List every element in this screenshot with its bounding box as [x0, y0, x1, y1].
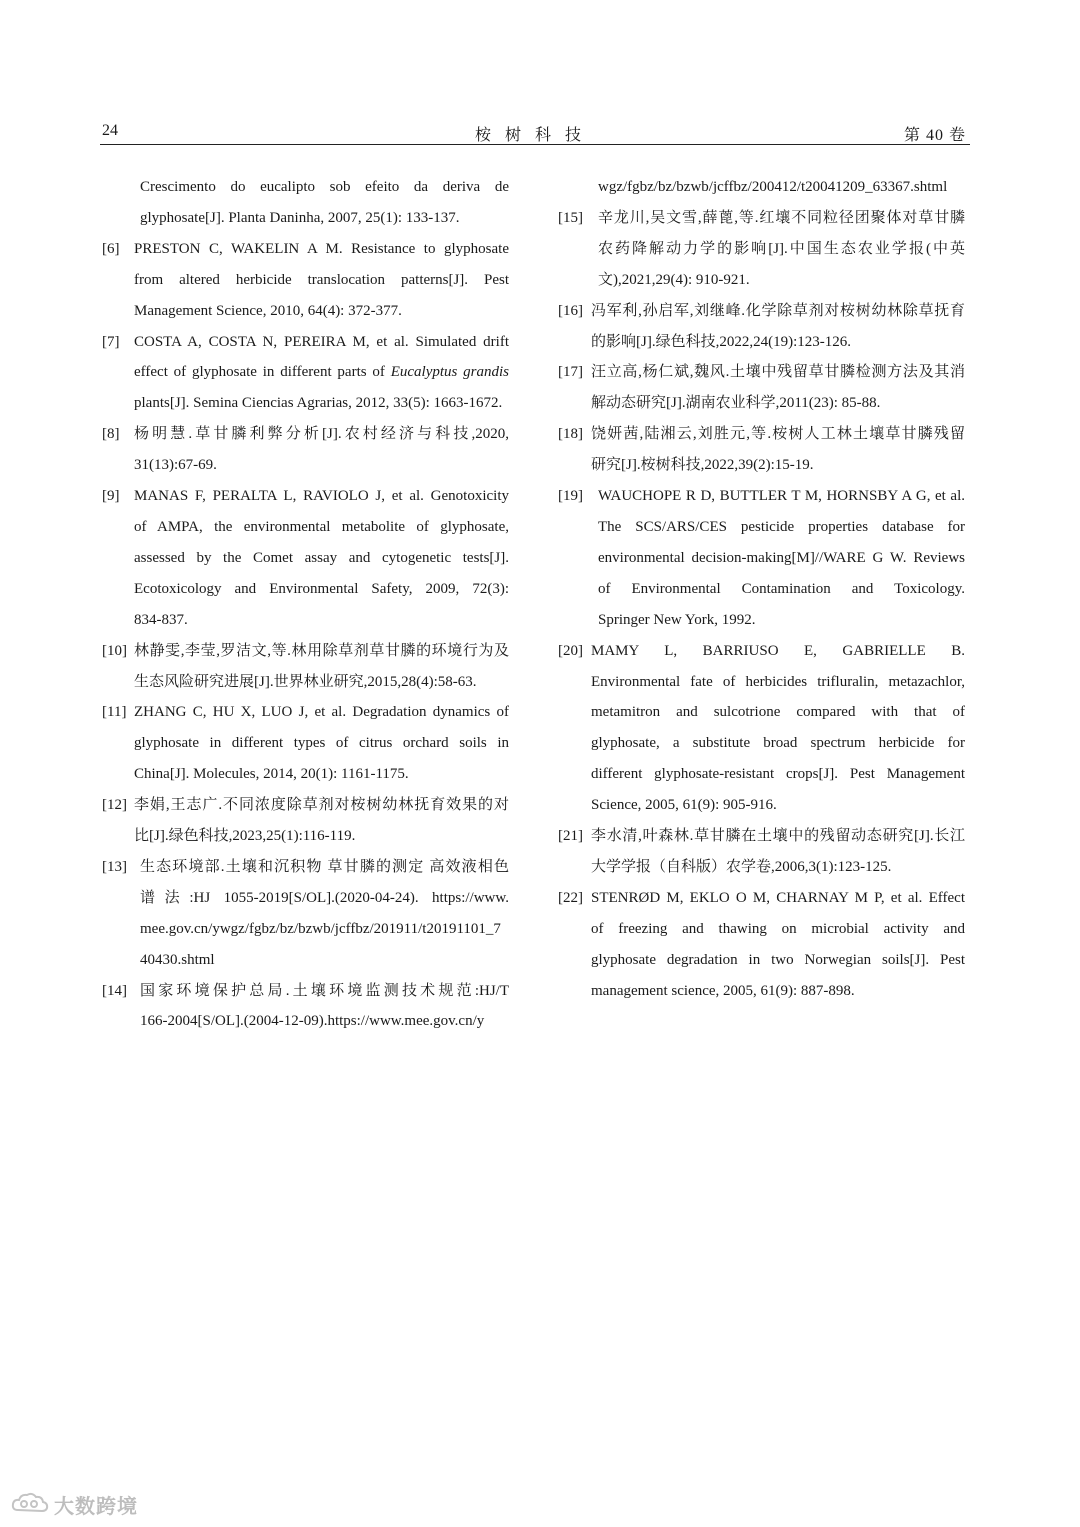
reference-text-line: 834-837. [134, 611, 188, 628]
reference-number: [6] [102, 240, 120, 257]
reference-text-line: ZHANG C, HU X, LUO J, et al. Degradation dynamics of [134, 704, 509, 721]
reference-text-line: Crescimento do eucalipto sob efeito da deriva de [140, 179, 509, 195]
reference-text-line: 文),2021,29(4): 910-921. [598, 271, 750, 288]
reference-number: [14] [102, 982, 127, 999]
reference-text-line: The SCS/ARS/CES pesticide properties database for [598, 518, 965, 535]
reference-text-line: 冯军利,孙启军,刘继峰.化学除草剂对桉树幼林除草抚育 [591, 302, 965, 319]
reference-text-line: WAUCHOPE R D, BUTTLER T M, HORNSBY A G, et al. [598, 488, 965, 505]
reference-text-line: 大学学报（自科版）农学卷,2006,3(1):123-125. [591, 858, 892, 875]
reference-text-line: Science, 2005, 61(9): 905-916. [591, 797, 777, 814]
reference-entry [558, 636, 965, 821]
references-right-column [558, 172, 965, 1006]
reference-entry [102, 852, 509, 976]
reference-entry [558, 481, 965, 636]
reference-number: [10] [102, 642, 127, 659]
reference-number: [7] [102, 333, 120, 350]
reference-text-line: 杨明慧.草甘膦利弊分析[J].农村经济与科技,2020, [134, 426, 509, 443]
reference-text-line: wgz/fgbz/bz/bzwb/jcffbz/200412/t20041209_63367.shtml [598, 179, 948, 195]
reference-text-line: 谱法:HJ 1055-2019[S/OL].(2020-04-24). https://www. [140, 889, 509, 906]
reference-entry [102, 172, 509, 234]
reference-number: [20] [558, 642, 583, 659]
reference-text-line: glyphosate degradation in two Norwegian soils[J]. Pest [591, 951, 965, 968]
reference-entry [558, 296, 965, 358]
reference-text-line: glyphosate, a substitute broad spectrum herbicide for [591, 735, 965, 752]
page-number: 24 [102, 122, 118, 139]
reference-text-line: environmental decision-making[M]//WARE G W. Reviews [598, 549, 965, 566]
reference-text-line: of freezing and thawing on microbial activity and [591, 920, 965, 937]
reference-text-line: 的影响[J].绿色科技,2022,24(19):123-126. [591, 333, 851, 350]
reference-text-line: 饶妍茜,陆湘云,刘胜元,等.桉树人工林土壤草甘膦残留 [591, 426, 965, 443]
reference-text-line: 汪立高,杨仁斌,魏风.土壤中残留草甘膦检测方法及其消 [591, 364, 965, 381]
reference-text-line: 生态风险研究进展[J].世界林业研究,2015,28(4):58-63. [134, 673, 477, 690]
reference-text-line: MAMY L, BARRIUSO E, GABRIELLE B. [591, 642, 965, 659]
reference-number: [11] [102, 704, 127, 721]
journal-title: 桉树科技 [474, 127, 595, 144]
reference-text-line: 林静雯,李莹,罗洁文,等.林用除草剂草甘膦的环境行为及 [134, 642, 509, 659]
reference-entry [558, 821, 965, 883]
reference-number: [8] [102, 426, 120, 443]
reference-text-line: assessed by the Comet assay and cytogenetic tests[J]. [134, 549, 509, 566]
reference-entry [102, 790, 509, 852]
reference-text-line: 辛龙川,吴文雪,薛蓖,等.红壤不同粒径团聚体对草甘膦 [598, 209, 965, 226]
reference-text-line: management science, 2005, 61(9): 887-898. [591, 982, 855, 999]
reference-text-line: metamitron and sulcotrione compared with that of [591, 704, 965, 721]
reference-number: [16] [558, 302, 583, 319]
reference-text-line: glyphosate in different types of citrus orchard soils in [134, 735, 509, 752]
reference-text-line: Springer New York, 1992. [598, 611, 756, 628]
reference-text-line: effect of glyphosate in different parts of Eucalyptus grandis [134, 364, 510, 381]
reference-entry [558, 419, 965, 481]
reference-text-line: glyphosate[J]. Planta Daninha, 2007, 25(1): 133-137. [140, 209, 460, 226]
reference-text-line: 解动态研究[J].湖南农业科学,2011(23): 85-88. [591, 395, 881, 412]
reference-text-line: PRESTON C, WAKELIN A M. Resistance to glyphosate [134, 240, 509, 257]
reference-text-line: 研究[J].桉树科技,2022,39(2):15-19. [591, 457, 814, 474]
reference-number: [15] [558, 209, 583, 226]
reference-number: [21] [558, 828, 583, 845]
volume-label: 第 40 卷 [903, 127, 966, 144]
reference-text-line: China[J]. Molecules, 2014, 20(1): 1161-1175. [134, 766, 409, 783]
reference-text-line: plants[J]. Semina Ciencias Agrarias, 2012, 33(5): 1663-1672. [134, 395, 503, 412]
reference-text-line: of Environmental Contamination and Toxicology. [598, 580, 965, 597]
reference-entry [102, 234, 509, 327]
watermark-text: 大数跨境 [54, 1494, 138, 1518]
italic-species-name: Eucalyptus grandis [390, 364, 510, 381]
reference-text-line: of AMPA, the environmental metabolite of glyphosate, [134, 518, 509, 535]
cloud-logo-icon [10, 1490, 50, 1516]
reference-text-line: 国家环境保护总局.土壤环境监测技术规范:HJ/T [140, 982, 509, 999]
reference-entry [558, 172, 965, 203]
reference-text-line: 农药降解动力学的影响[J].中国生态农业学报(中英 [598, 240, 965, 257]
reference-text-line: Ecotoxicology and Environmental Safety, 2009, 72(3): [134, 580, 509, 597]
reference-text-line: Management Science, 2010, 64(4): 372-377. [134, 302, 402, 319]
reference-number: [9] [102, 488, 120, 505]
reference-text-line: different glyphosate-resistant crops[J]. Pest Management [591, 766, 965, 783]
reference-text-line: from altered herbicide translocation patterns[J]. Pest [134, 271, 509, 288]
reference-entry [558, 357, 965, 419]
reference-entry [558, 203, 965, 296]
reference-text-line: MANAS F, PERALTA L, RAVIOLO J, et al. Genotoxicity [134, 488, 509, 505]
reference-entry [102, 976, 509, 1038]
reference-text-line: 李水清,叶森林.草甘膦在土壤中的残留动态研究[J].长江 [591, 828, 965, 845]
reference-number: [19] [558, 488, 583, 505]
reference-entry [102, 697, 509, 790]
reference-text-line: STENRØD M, EKLO O M, CHARNAY M P, et al. Effect [591, 889, 965, 906]
running-header [100, 120, 970, 145]
reference-number: [17] [558, 364, 583, 381]
reference-text-line: COSTA A, COSTA N, PEREIRA M, et al. Simulated drift [134, 333, 509, 350]
watermark [10, 1488, 150, 1520]
reference-entry [102, 327, 509, 420]
reference-number: [18] [558, 426, 583, 443]
reference-text-line: Environmental fate of herbicides trifluralin, metazachlor, [591, 673, 965, 690]
reference-text-line: 李娟,王志广.不同浓度除草剂对桉树幼林抚育效果的对 [134, 797, 509, 814]
reference-text-line: 生态环境部.土壤和沉积物 草甘膦的测定 高效液相色 [140, 858, 509, 875]
reference-number: [22] [558, 889, 583, 906]
reference-text-line: mee.gov.cn/ywgz/fgbz/bz/bzwb/jcffbz/201911/t20191101_7 [140, 920, 501, 937]
reference-entry [558, 883, 965, 1007]
reference-entry [102, 481, 509, 636]
reference-text-line: 31(13):67-69. [134, 457, 217, 474]
reference-number: [13] [102, 858, 127, 875]
references-left-column [102, 172, 509, 1037]
reference-text-line: 166-2004[S/OL].(2004-12-09).https://www.mee.gov.cn/y [140, 1013, 485, 1030]
reference-text-line: 比[J].绿色科技,2023,25(1):116-119. [134, 828, 356, 845]
reference-number: [12] [102, 797, 127, 814]
reference-text-line: 40430.shtml [140, 951, 215, 968]
reference-entry [102, 419, 509, 481]
reference-entry [102, 636, 509, 698]
